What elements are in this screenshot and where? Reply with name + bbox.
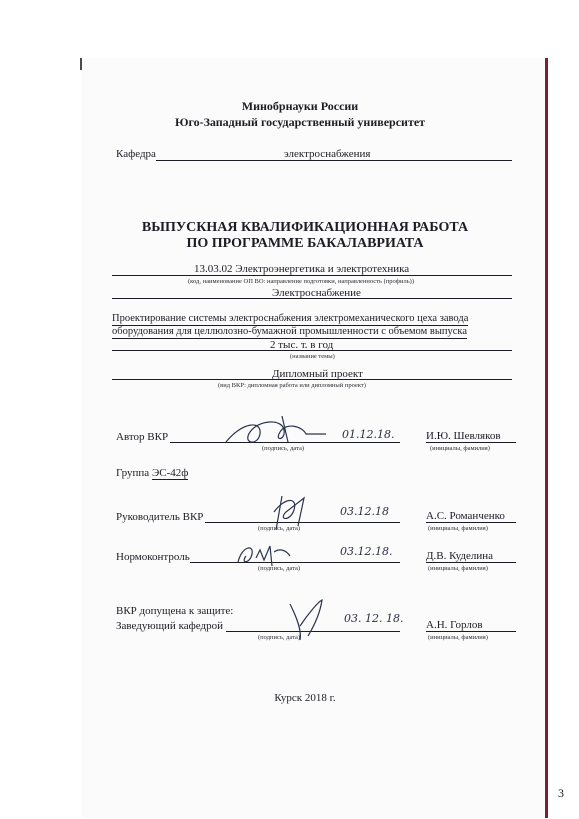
department-line (156, 160, 512, 161)
admission-line-1: ВКР допущена к защите: (116, 605, 234, 617)
direction-caption: (код, наименование ОП ВО: направление подготовки, направленность (профиль)) (188, 278, 414, 285)
supervisor-date: 03.12.18 (340, 505, 389, 518)
author-label: Автор ВКР (116, 431, 169, 443)
supervisor-name-line (426, 522, 516, 523)
supervisor-label: Руководитель ВКР (116, 511, 204, 523)
topic-line-2: оборудования для целлюлозно-бумажной промышленности с объемом выпуска (112, 326, 468, 337)
page-number: 3 (558, 786, 564, 800)
topic-line-3: 2 тыс. т. в год (270, 339, 334, 351)
supervisor-name-caption: (инициалы, фамилия) (428, 525, 488, 532)
normcontrol-label: Нормоконтроль (116, 551, 190, 563)
page-edge (545, 58, 548, 818)
author-name: И.Ю. Шевляков (426, 430, 501, 442)
topic-line-1: Проектирование системы электроснабжения электромеханического цеха завода (112, 313, 469, 324)
author-name-line (426, 442, 516, 443)
author-name-caption: (инициалы, фамилия) (430, 445, 490, 452)
normcontrol-date: 03.12.18. (340, 545, 393, 558)
admission-date: 03. 12. 18. (344, 612, 404, 625)
normcontrol-name: Д.В. Куделина (426, 550, 494, 562)
university-name: Юго-Западный государственный университет (174, 115, 426, 129)
group-value: ЭС-42ф (152, 467, 189, 479)
supervisor-name: А.С. Романченко (426, 510, 505, 522)
admission-name: А.Н. Горлов (426, 619, 483, 631)
scan-margin-top (0, 0, 579, 58)
title-line-2: ПО ПРОГРАММЕ БАКАЛАВРИАТА (186, 236, 424, 251)
direction-line (112, 275, 512, 276)
ministry-name: Минобрнауки России (241, 99, 359, 113)
normcontrol-name-caption: (инициалы, фамилия) (428, 565, 488, 572)
normcontrol-sign-caption: (подпись, дата) (258, 565, 301, 572)
author-date: 01.12.18. (342, 428, 395, 441)
normcontrol-sign-line (190, 562, 400, 563)
work-type-caption: (вид ВКР: дипломная работа или дипломный проект) (218, 382, 366, 389)
city-year: Курск 2018 г. (274, 692, 336, 704)
author-sign-caption: (подпись, дата) (262, 445, 305, 452)
supervisor-sign-caption: (подпись, дата) (258, 525, 301, 532)
title-line-1: ВЫПУСКНАЯ КВАЛИФИКАЦИОННАЯ РАБОТА (141, 220, 469, 235)
profile-value: Электроснабжение (272, 287, 361, 299)
normcontrol-name-line (426, 562, 516, 563)
admission-label: Заведующий кафедрой (116, 620, 223, 632)
direction-code: 13.03.02 Электроэнергетика и электротехника (194, 263, 410, 275)
admission-sign-caption: (подпись, дата) (258, 634, 301, 641)
department-label: Кафедра (116, 148, 156, 160)
topic-caption: (название темы) (290, 353, 335, 360)
admission-name-line (426, 631, 516, 632)
work-type-value: Дипломный проект (272, 368, 363, 380)
group-label: Группа (116, 467, 150, 479)
department-name: электроснабжения (284, 148, 371, 160)
admission-name-caption: (инициалы, фамилия) (428, 634, 488, 641)
